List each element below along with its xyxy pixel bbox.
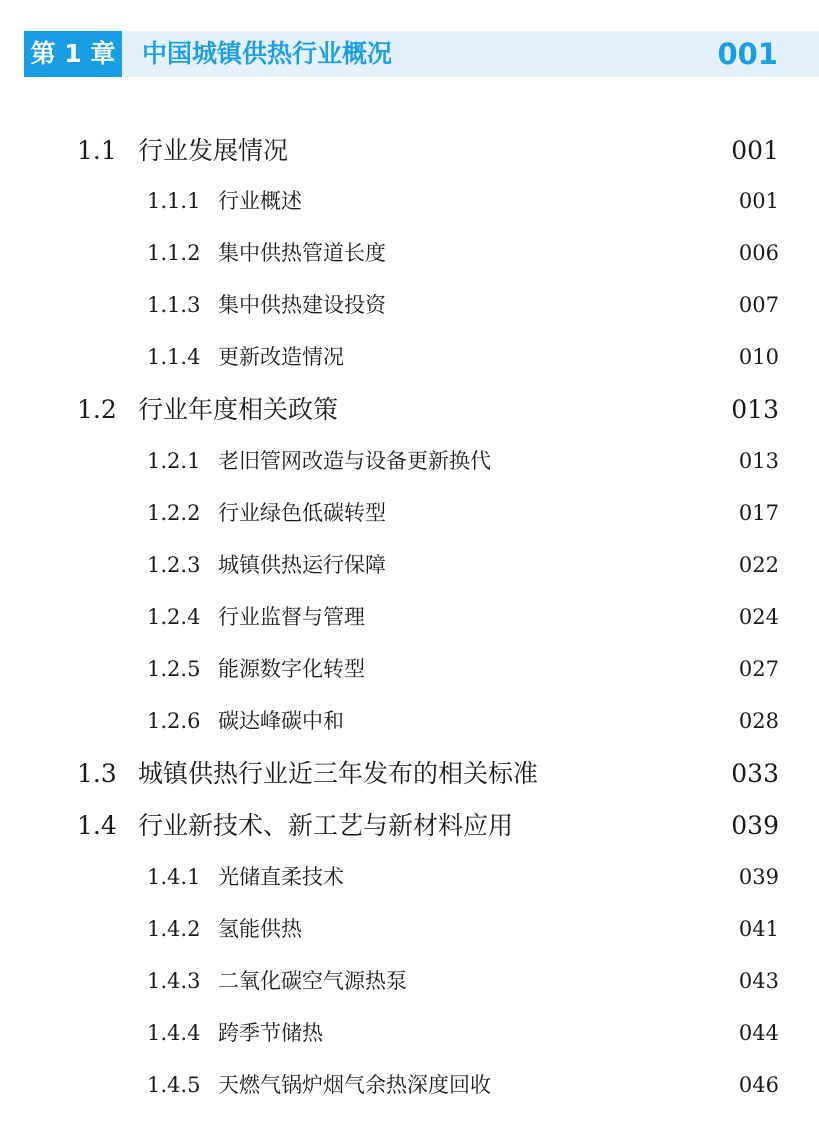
toc-section[interactable]	[0, 754, 819, 794]
subsection-title: 城镇供热运行保障	[218, 553, 386, 577]
section-page: 001	[731, 136, 779, 165]
section-number: 1.4	[77, 811, 117, 840]
toc-subsection[interactable]	[0, 909, 819, 949]
subsection-title: 行业概述	[218, 189, 302, 213]
toc-subsection[interactable]	[0, 337, 819, 377]
subsection-number: 1.2.6	[147, 709, 201, 733]
section-page: 033	[731, 759, 779, 788]
section-title: 行业年度相关政策	[138, 395, 339, 424]
section-number: 1.3	[77, 759, 117, 788]
chapter-number-tag: 第 1 章	[24, 31, 122, 77]
subsection-page: 044	[738, 1021, 779, 1045]
subsection-number: 1.1.2	[147, 241, 201, 265]
toc-subsection[interactable]	[0, 493, 819, 533]
toc-subsection[interactable]	[0, 285, 819, 325]
section-title: 城镇供热行业近三年发布的相关标准	[138, 759, 539, 788]
subsection-title: 集中供热管道长度	[218, 241, 386, 265]
toc-subsection[interactable]	[0, 233, 819, 273]
subsection-number: 1.4.2	[147, 917, 201, 941]
toc-section[interactable]	[0, 806, 819, 846]
subsection-title: 跨季节储热	[218, 1021, 323, 1045]
chapter-header	[24, 31, 819, 77]
subsection-page: 039	[738, 865, 779, 889]
chapter-title[interactable]: 中国城镇供热行业概况	[142, 39, 393, 68]
subsection-title: 更新改造情况	[218, 345, 344, 369]
toc-subsection[interactable]	[0, 1065, 819, 1105]
subsection-number: 1.1.4	[147, 345, 201, 369]
subsection-title: 行业绿色低碳转型	[218, 501, 386, 525]
toc-section[interactable]	[0, 390, 819, 430]
subsection-number: 1.4.4	[147, 1021, 201, 1045]
toc-subsection[interactable]	[0, 701, 819, 741]
subsection-title: 光储直柔技术	[218, 865, 344, 889]
toc-subsection[interactable]	[0, 649, 819, 689]
toc-subsection[interactable]	[0, 1013, 819, 1053]
toc-subsection[interactable]	[0, 961, 819, 1001]
subsection-page: 027	[738, 657, 779, 681]
subsection-title: 碳达峰碳中和	[218, 709, 344, 733]
subsection-page: 043	[738, 969, 779, 993]
subsection-page: 010	[738, 345, 779, 369]
toc-subsection[interactable]	[0, 181, 819, 221]
subsection-number: 1.1.3	[147, 293, 201, 317]
section-title: 行业发展情况	[138, 136, 289, 165]
section-page: 013	[731, 395, 779, 424]
subsection-number: 1.2.1	[147, 449, 201, 473]
subsection-title: 二氧化碳空气源热泵	[218, 969, 407, 993]
subsection-page: 024	[738, 605, 779, 629]
chapter-page-number: 001	[717, 37, 778, 71]
subsection-title: 集中供热建设投资	[218, 293, 386, 317]
subsection-page: 022	[738, 553, 779, 577]
toc-subsection[interactable]	[0, 545, 819, 585]
subsection-number: 1.1.1	[147, 189, 201, 213]
section-title: 行业新技术、新工艺与新材料应用	[138, 811, 514, 840]
subsection-title: 行业监督与管理	[218, 605, 365, 629]
subsection-title: 天燃气锅炉烟气余热深度回收	[218, 1073, 491, 1097]
subsection-title: 氢能供热	[218, 917, 302, 941]
subsection-title: 能源数字化转型	[218, 657, 365, 681]
subsection-page: 001	[738, 189, 779, 213]
subsection-number: 1.4.5	[147, 1073, 201, 1097]
subsection-number: 1.2.3	[147, 553, 201, 577]
section-number: 1.2	[77, 395, 117, 424]
subsection-page: 046	[738, 1073, 779, 1097]
section-number: 1.1	[77, 136, 117, 165]
subsection-title: 老旧管网改造与设备更新换代	[218, 449, 491, 473]
section-page: 039	[731, 811, 779, 840]
subsection-number: 1.2.5	[147, 657, 201, 681]
subsection-number: 1.2.2	[147, 501, 201, 525]
subsection-number: 1.2.4	[147, 605, 201, 629]
toc-section[interactable]	[0, 131, 819, 171]
subsection-page: 007	[738, 293, 779, 317]
toc-subsection[interactable]	[0, 441, 819, 481]
toc-subsection[interactable]	[0, 857, 819, 897]
subsection-page: 017	[738, 501, 779, 525]
toc-subsection[interactable]	[0, 597, 819, 637]
subsection-number: 1.4.1	[147, 865, 201, 889]
subsection-page: 006	[738, 241, 779, 265]
subsection-page: 028	[738, 709, 779, 733]
subsection-page: 013	[738, 449, 779, 473]
subsection-number: 1.4.3	[147, 969, 201, 993]
subsection-page: 041	[738, 917, 779, 941]
